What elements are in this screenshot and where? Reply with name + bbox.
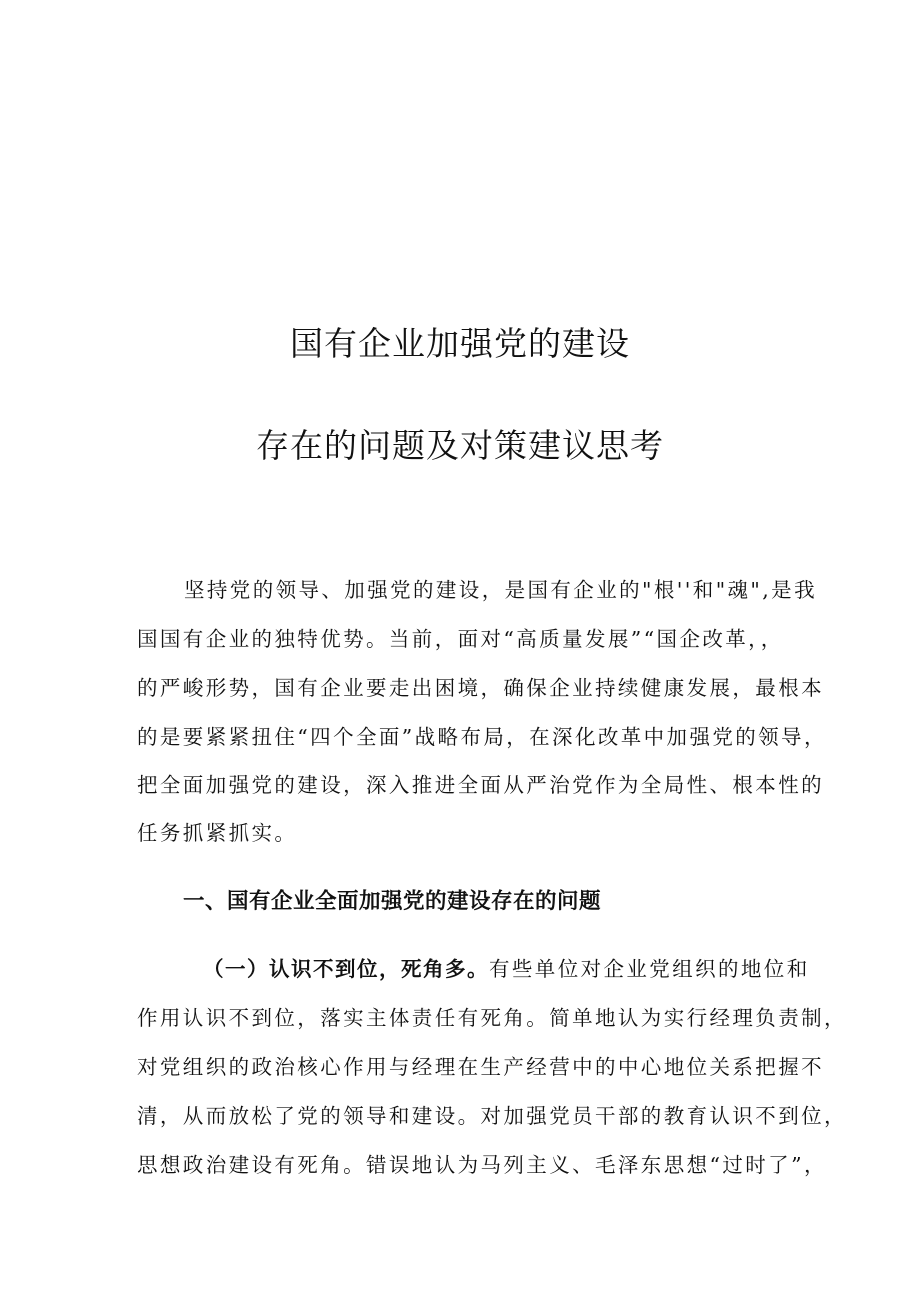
intro-paragraph-line: 把全面加强党的建设，深入推进全面从严治党作为全局性、根本性的 bbox=[137, 773, 824, 797]
intro-paragraph-line: 任务抓紧抓实。 bbox=[137, 821, 298, 845]
subsection-1-first-line-text: 有些单位对企业党组织的地位和 bbox=[489, 957, 810, 981]
subsection-1-line: 作用认识不到位，落实主体责任有死角。简单地认为实行经理负责制， bbox=[137, 1006, 847, 1030]
subsection-1-first-line bbox=[203, 952, 810, 982]
intro-paragraph-line: 的严峻形势，国有企业要走出困境，确保企业持续健康发展，最根本 bbox=[137, 676, 824, 700]
document-title-line-2: 存在的问题及对策建议思考 bbox=[256, 426, 664, 465]
intro-paragraph-line: 的是要紧紧扭住“四个全面”战略布局，在深化改革中加强党的领导， bbox=[137, 725, 827, 749]
subsection-1-line: 思想政治建设有死角。错误地认为马列主义、毛泽东思想“过时了”， bbox=[137, 1153, 827, 1177]
subsection-1-line: 对党组织的政治核心作用与经理在生产经营中的中心地位关系把握不 bbox=[137, 1055, 824, 1079]
document-title-line-1: 国有企业加强党的建设 bbox=[290, 324, 630, 363]
intro-paragraph-line: 国国有企业的独特优势。当前，面对“高质量发展”“国企改革，， bbox=[137, 627, 784, 651]
intro-paragraph-line: 坚持党的领导、加强党的建设，是国有企业的"根''和"魂",是我 bbox=[184, 578, 817, 602]
section-1-heading: 一、国有企业全面加强党的建设存在的问题 bbox=[183, 889, 602, 914]
subsection-1-bold-lead: （一）认识不到位，死角多。 bbox=[203, 957, 489, 981]
subsection-1-line: 清，从而放松了党的领导和建设。对加强党员干部的教育认识不到位， bbox=[137, 1104, 847, 1128]
